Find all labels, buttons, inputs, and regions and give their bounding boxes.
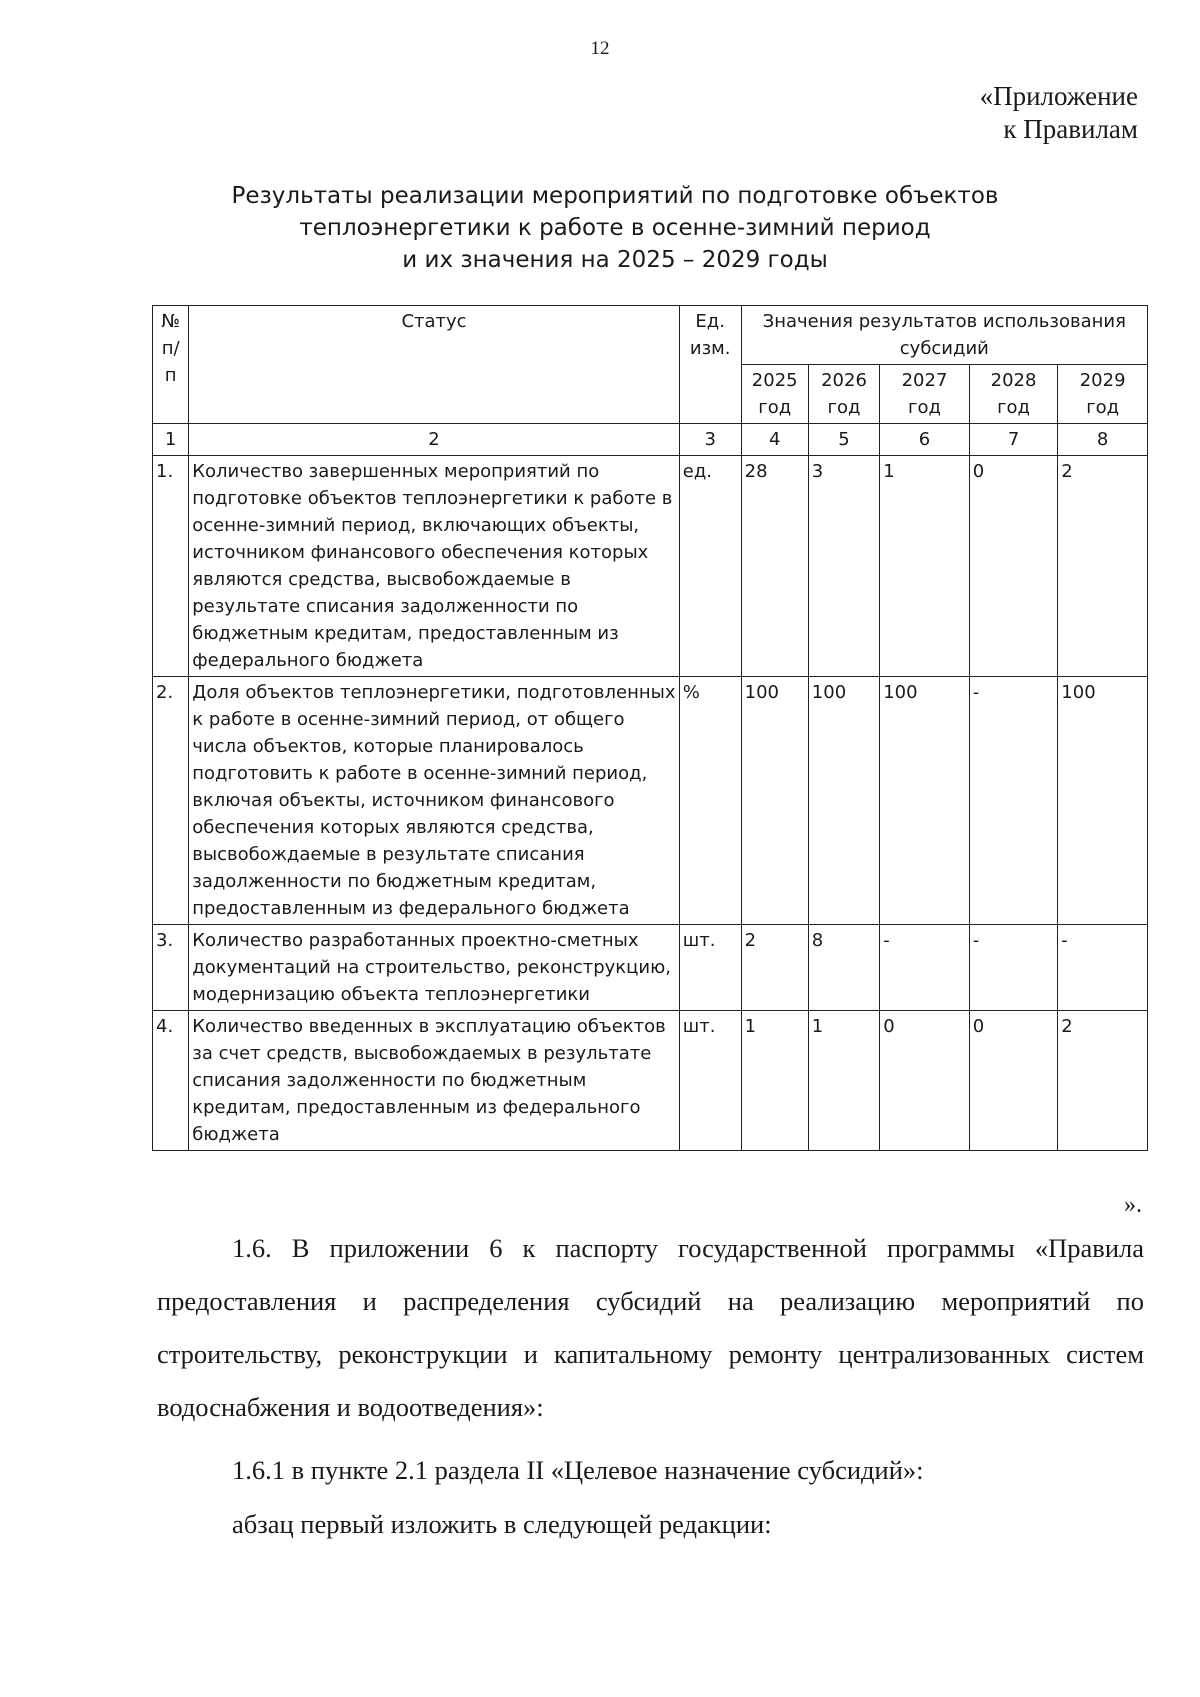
column-number: 7	[969, 424, 1058, 456]
row-status: Количество завершенных мероприятий по подготовке объектов теплоэнергетики к работе в осенне-зимний период, включающих объекты, источником финансового обеспечения которых являются средства, высвобождаемые в результате списания задолженности по бюджетным кредитам, предоставленным из федерального бюджета	[189, 456, 680, 677]
row-value: 0	[969, 1011, 1058, 1151]
header-year: 2029 год	[1058, 365, 1148, 424]
row-value: 2	[1058, 456, 1148, 677]
row-value: 1	[741, 1011, 808, 1151]
table-row	[153, 1011, 1148, 1151]
row-status: Доля объектов теплоэнергетики, подготовленных к работе в осенне-зимний период, от общего числа объектов, которые планировалось подготовить к работе в осенне-зимний период, включая объекты, источником финансового обеспечения которых являются средства, высвобождаемые в результате списания задолженности по бюджетным кредитам, предоставленным из федерального бюджета	[189, 677, 680, 925]
header-unit: Ед. изм.	[679, 306, 741, 424]
paragraph-1-6-1: 1.6.1 в пункте 2.1 раздела II «Целевое назначение субсидий»:	[232, 1455, 924, 1485]
row-value: 0	[969, 456, 1058, 677]
header-values-group: Значения результатов использования субсидий	[741, 306, 1147, 365]
column-number: 1	[153, 424, 189, 456]
row-num: 1.	[153, 456, 189, 677]
row-num: 4.	[153, 1011, 189, 1151]
row-unit: шт.	[679, 925, 741, 1011]
row-status: Количество разработанных проектно-сметных документаций на строительство, реконструкцию, модернизацию объекта теплоэнергетики	[189, 925, 680, 1011]
appendix-line-2: к Правилам	[1003, 114, 1138, 144]
row-value: 100	[1058, 677, 1148, 925]
row-unit: шт.	[679, 1011, 741, 1151]
column-number: 8	[1058, 424, 1148, 456]
title-line-3: и их значения на 2025 – 2029 годы	[402, 247, 828, 273]
row-value: 3	[808, 456, 879, 677]
row-value: 100	[808, 677, 879, 925]
row-value: 2	[741, 925, 808, 1011]
row-value: -	[969, 925, 1058, 1011]
row-value: 28	[741, 456, 808, 677]
column-number: 6	[880, 424, 970, 456]
paragraph-1-6: 1.6. В приложении 6 к паспорту государственной программы «Правила предоставления и распределения субсидий на реализацию мероприятий по строительству, реконструкции и капитальному ремонту централизованных систем водоснабжения и водоотведения»:	[157, 1233, 1144, 1422]
column-number: 3	[679, 424, 741, 456]
header-year: 2028 год	[969, 365, 1058, 424]
row-unit: %	[679, 677, 741, 925]
title-line-1: Результаты реализации мероприятий по подготовке объектов	[231, 183, 999, 209]
row-num: 3.	[153, 925, 189, 1011]
header-year: 2027 год	[880, 365, 970, 424]
appendix-header	[980, 80, 1138, 146]
title-line-2: теплоэнергетики к работе в осенне-зимний период	[299, 215, 931, 241]
column-numbers-row	[153, 424, 1148, 456]
row-value: 1	[808, 1011, 879, 1151]
row-num: 2.	[153, 677, 189, 925]
table-row	[153, 456, 1148, 677]
column-number: 5	[808, 424, 879, 456]
row-value: 0	[880, 1011, 970, 1151]
row-value: 8	[808, 925, 879, 1011]
table-header-row	[153, 306, 1148, 365]
row-value: -	[1058, 925, 1148, 1011]
results-table	[152, 305, 1148, 1151]
closing-quote: ».	[1124, 1192, 1142, 1218]
paragraph-instruction: абзац первый изложить в следующей редакции:	[232, 1509, 772, 1539]
page-number: 12	[590, 38, 610, 59]
row-value: 100	[741, 677, 808, 925]
row-status: Количество введенных в эксплуатацию объектов за счет средств, высвобождаемых в результате списания задолженности по бюджетным кредитам, предоставленным из федерального бюджета	[189, 1011, 680, 1151]
row-value: -	[969, 677, 1058, 925]
body-text	[157, 1222, 1144, 1548]
table-row	[153, 925, 1148, 1011]
row-value: -	[880, 925, 970, 1011]
column-number: 4	[741, 424, 808, 456]
table-row	[153, 677, 1148, 925]
header-year: 2026 год	[808, 365, 879, 424]
table-title	[150, 180, 1080, 276]
row-value: 2	[1058, 1011, 1148, 1151]
row-value: 1	[880, 456, 970, 677]
header-year: 2025 год	[741, 365, 808, 424]
header-num: № п/п	[153, 306, 189, 424]
appendix-line-1: «Приложение	[979, 81, 1138, 111]
row-unit: ед.	[679, 456, 741, 677]
column-number: 2	[189, 424, 680, 456]
row-value: 100	[880, 677, 970, 925]
header-status: Статус	[189, 306, 680, 424]
